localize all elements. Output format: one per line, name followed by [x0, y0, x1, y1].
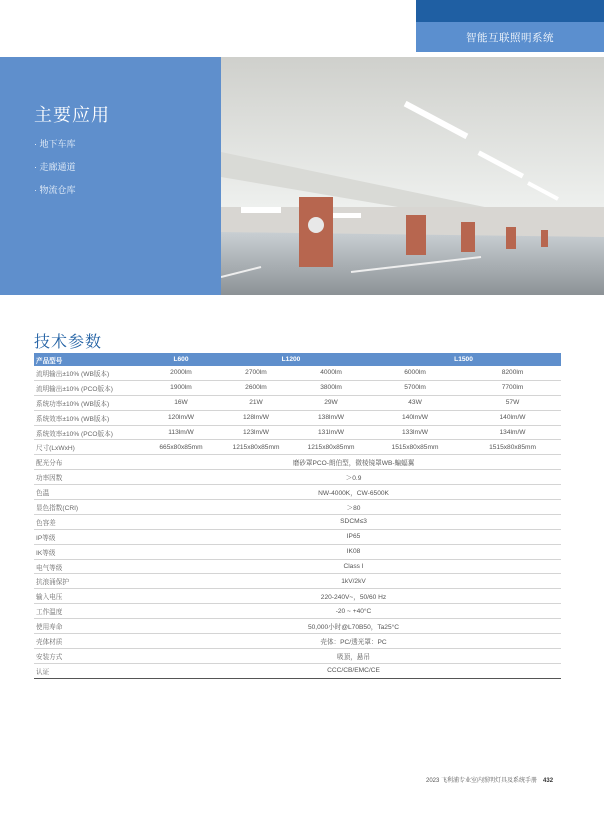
- spec-label: 系统效率±10% (WB版本): [34, 410, 146, 425]
- spec-value: IK08: [146, 544, 561, 559]
- spec-value: CCC/CB/EMC/CE: [146, 663, 561, 678]
- column: [406, 215, 426, 255]
- light-fixture: [331, 213, 361, 218]
- spec-value: 壳体：PC/透光罩：PC: [146, 634, 561, 649]
- spec-label: 系统功率±10% (WB版本): [34, 395, 146, 410]
- specs-title: 技术参数: [34, 334, 103, 351]
- spec-value: 1900lm: [146, 380, 216, 395]
- spec-label: 尺寸(LxWxH): [34, 440, 146, 455]
- spec-row: [34, 425, 561, 440]
- spec-value: 57W: [464, 395, 561, 410]
- page-footer: [426, 775, 553, 784]
- spec-value: 1215x80x85mm: [216, 440, 296, 455]
- spec-value: 29W: [296, 395, 366, 410]
- column: [461, 222, 475, 252]
- spec-row: [34, 470, 561, 485]
- spec-row: [34, 380, 561, 395]
- column-sign: [308, 217, 324, 233]
- spec-label: 功率因数: [34, 470, 146, 485]
- spec-label: 认证: [34, 663, 146, 678]
- spec-label: 流明输出±10% (WB版本): [34, 366, 146, 380]
- spec-value: 140lm/W: [464, 410, 561, 425]
- spec-value: 134lm/W: [464, 425, 561, 440]
- applications-list: [34, 137, 76, 206]
- page-number: 432: [543, 778, 554, 784]
- spec-value: 1215x80x85mm: [296, 440, 366, 455]
- spec-value: IP65: [146, 529, 561, 544]
- spec-value: 7700lm: [464, 380, 561, 395]
- spec-value: -20 ~ +40°C: [146, 604, 561, 619]
- spec-label: 配光分布: [34, 455, 146, 470]
- footer-text: 2023 飞利浦专业室内照明灯具及系统手册: [426, 778, 538, 784]
- spec-row: [34, 544, 561, 559]
- spec-row: [34, 500, 561, 515]
- column-header: L1500: [366, 353, 561, 366]
- spec-value: 3800lm: [296, 380, 366, 395]
- spec-label: 使用寿命: [34, 619, 146, 634]
- spec-value: 123lm/W: [216, 425, 296, 440]
- spec-label: 抗浪涌保护: [34, 574, 146, 589]
- applications-title: 主要应用: [34, 105, 110, 125]
- spec-row: [34, 514, 561, 529]
- spec-value: 43W: [366, 395, 464, 410]
- spec-value: 磨砂罩PCO-朗伯型，微棱镜罩WB-蝙蝠翼: [146, 455, 561, 470]
- spec-value: 133lm/W: [366, 425, 464, 440]
- spec-value: 16W: [146, 395, 216, 410]
- column: [506, 227, 516, 249]
- spec-value: 50,000小时@L70B50，Ta25°C: [146, 619, 561, 634]
- specs-table: [34, 353, 561, 679]
- spec-row: [34, 440, 561, 455]
- spec-row: [34, 648, 561, 663]
- application-item: · 地下车库: [34, 139, 76, 149]
- spec-row: [34, 395, 561, 410]
- spec-value: 1kV/2kV: [146, 574, 561, 589]
- spec-value: 1515x80x85mm: [464, 440, 561, 455]
- spec-value: 21W: [216, 395, 296, 410]
- spec-label: IK等级: [34, 544, 146, 559]
- spec-label: 色温: [34, 485, 146, 500]
- spec-value: SDCM≤3: [146, 514, 561, 529]
- spec-row: [34, 574, 561, 589]
- spec-row: [34, 663, 561, 678]
- spec-value: ＞0.9: [146, 470, 561, 485]
- application-item: · 物流仓库: [34, 185, 76, 195]
- spec-value: 6000lm: [366, 366, 464, 380]
- spec-value: 138lm/W: [296, 410, 366, 425]
- application-item: · 走廊通道: [34, 162, 76, 172]
- spec-value: 1515x80x85mm: [366, 440, 464, 455]
- spec-value: 128lm/W: [216, 410, 296, 425]
- spec-row: [34, 589, 561, 604]
- spec-label: IP等级: [34, 529, 146, 544]
- spec-label: 显色指数(CRI): [34, 500, 146, 515]
- header-accent-bar: [416, 0, 604, 22]
- spec-value: 吸顶，悬吊: [146, 648, 561, 663]
- spec-value: 131lm/W: [296, 425, 366, 440]
- spec-row: [34, 455, 561, 470]
- spec-row: [34, 485, 561, 500]
- spec-value: 220-240V~，50/60 Hz: [146, 589, 561, 604]
- header-category: [416, 22, 604, 52]
- spec-row: [34, 366, 561, 380]
- spec-value: Class I: [146, 559, 561, 574]
- spec-value: 2600lm: [216, 380, 296, 395]
- applications-panel: [0, 57, 221, 295]
- spec-value: ＞80: [146, 500, 561, 515]
- spec-value: 5700lm: [366, 380, 464, 395]
- spec-label: 壳体材质: [34, 634, 146, 649]
- spec-value: 2700lm: [216, 366, 296, 380]
- spec-row: [34, 410, 561, 425]
- spec-label: 系统效率±10% (PCO版本): [34, 425, 146, 440]
- column: [541, 230, 548, 247]
- spec-value: 140lm/W: [366, 410, 464, 425]
- column-header: L1200: [216, 353, 366, 366]
- spec-label: 输入电压: [34, 589, 146, 604]
- spec-value: 2000lm: [146, 366, 216, 380]
- spec-label: 工作温度: [34, 604, 146, 619]
- parking-garage-photo: [221, 57, 604, 295]
- spec-row: [34, 634, 561, 649]
- spec-row: [34, 559, 561, 574]
- spec-label: 流明输出±10% (PCO版本): [34, 380, 146, 395]
- spec-value: 8200lm: [464, 366, 561, 380]
- spec-label: 安装方式: [34, 648, 146, 663]
- header-category-label: 智能互联照明系统: [466, 31, 554, 44]
- column-header: L600: [146, 353, 216, 366]
- spec-value: 113lm/W: [146, 425, 216, 440]
- spec-row: [34, 604, 561, 619]
- spec-row: [34, 529, 561, 544]
- spec-value: NW-4000K，CW-6500K: [146, 485, 561, 500]
- spec-value: 665x80x85mm: [146, 440, 216, 455]
- spec-value: 120lm/W: [146, 410, 216, 425]
- spec-label: 电气等级: [34, 559, 146, 574]
- spec-row: [34, 619, 561, 634]
- spec-label: 色容差: [34, 514, 146, 529]
- light-fixture: [241, 207, 281, 213]
- column-header: 产品型号: [34, 353, 146, 366]
- specs-header-row: [34, 353, 561, 366]
- spec-value: 4000lm: [296, 366, 366, 380]
